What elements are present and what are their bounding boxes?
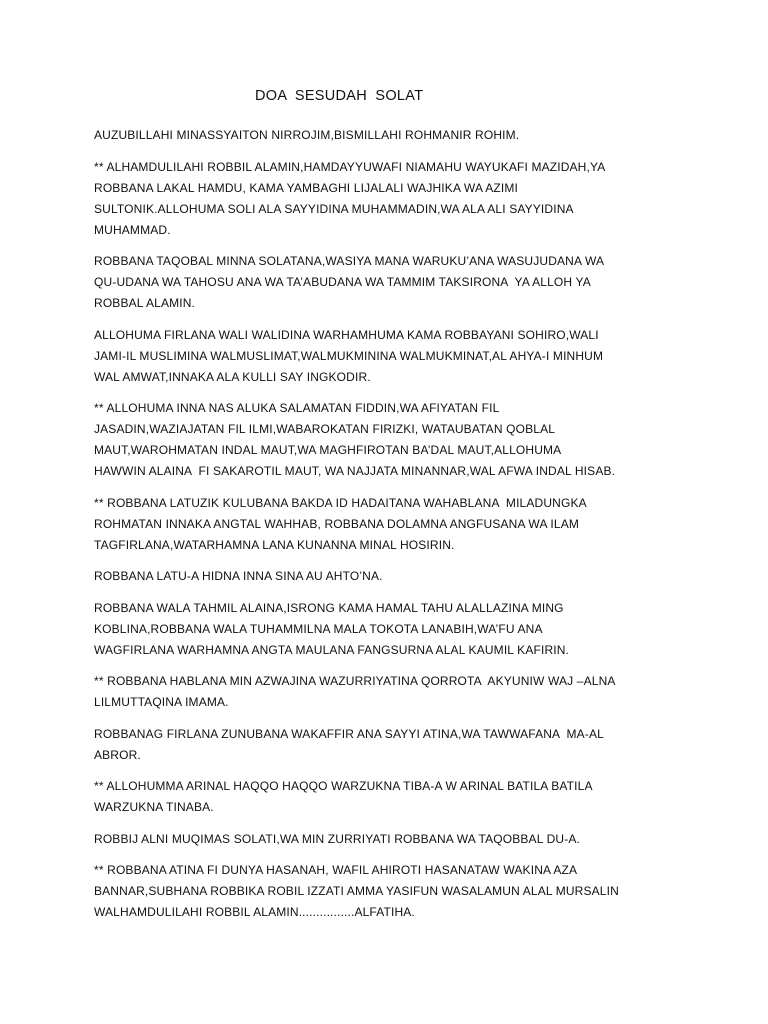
paragraph-hablana: ** ROBBANA HABLANA MIN AZWAJINA WAZURRIYATINA QORROTA AKYUNIW WAJ –ALNA LILMUTTAQINA IMAMA. xyxy=(94,674,616,709)
paragraph-wala-tahmil: ROBBANA WALA TAHMIL ALAINA,ISRONG KAMA HAMAL TAHU ALALLAZINA MING KOBLINA,ROBBANA WALA TUHAMMILNA MALA TOKOTA LANABIH,WA’FU ANA WAGFIRLANA WARHAMNA ANGTA MAULANA FANGSURNA ALAL KAUMIL KAFIRIN. xyxy=(94,600,570,657)
paragraph-allohuma-firlana: ALLOHUMA FIRLANA WALI WALIDINA WARHAMHUMA KAMA ROBBAYANI SOHIRO,WALI JAMI-IL MUSLIMINA WALMUSLIMAT,WALMUKMININA WALMUKMINAT,AL AHYA-I MINHUM WAL AMWAT,INNAKA ALA KULLI SAY INGKODIR. xyxy=(94,327,604,384)
paragraph-muqimas-solati: ROBBIJ ALNI MUQIMAS SOLATI,WA MIN ZURRIYATI ROBBANA WA TAQOBBAL DU-A. xyxy=(94,831,580,846)
paragraph-fi-dunya-hasanah: ** ROBBANA ATINA FI DUNYA HASANAH, WAFIL AHIROTI HASANATAW WAKINA AZA BANNAR,SUBHANA ROBBIKA ROBIL IZZATI AMMA YASIFUN WASALAMUN ALAL MURSALIN WALHAMDULILAHI ROBBIL ALAMIN................ALFATIHA. xyxy=(94,863,619,919)
paragraph-firlana-zunubana: ROBBANAG FIRLANA ZUNUBANA WAKAFFIR ANA SAYYI ATINA,WA TAWWAFANA MA-AL ABROR. xyxy=(94,726,604,762)
paragraph-latuzik-kulubana: ** ROBBANA LATUZIK KULUBANA BAKDA ID HADAITANA WAHABLANA MILADUNGKA ROHMATAN INNAKA ANGTAL WAHHAB, ROBBANA DOLAMNA ANGFUSANA WA ILAM TAGFIRLANA,WATARHAMNA LANA KUNANNA MINAL HOSIRIN. xyxy=(94,495,587,552)
document-title: DOA SESUDAH SOLAT xyxy=(255,88,424,104)
paragraph-latu-a-hidna: ROBBANA LATU-A HIDNA INNA SINA AU AHTO’NA. xyxy=(94,569,383,583)
paragraph-alhamdulillah: ** ALHAMDULILAHI ROBBIL ALAMIN,HAMDAYYUWAFI NIAMAHU WAYUKAFI MAZIDAH,YA ROBBANA LAKAL HAMDU, KAMA YAMBAGHI LIJALALI WAJHIKA WA AZIMI SULTONIK.ALLOHUMA SOLI ALA SAYYIDINA MUHAMMADIN,WA ALA ALI SAYYIDINA MUHAMMAD. xyxy=(94,159,606,237)
paragraph-ta-awwudz: AUZUBILLAHI MINASSYAITON NIRROJIM,BISMILLAHI ROHMANIR ROHIM. xyxy=(94,128,520,142)
document-body xyxy=(94,125,684,934)
paragraph-arinal-haqqo: ** ALLOHUMMA ARINAL HAQQO HAQQO WARZUKNA TIBA-A W ARINAL BATILA BATILA WARZUKNA TINABA. xyxy=(94,779,593,814)
paragraph-robbana-taqobal: ROBBANA TAQOBAL MINNA SOLATANA,WASIYA MANA WARUKU’ANA WASUJUDANA WA QU-UDANA WA TAHOSU ANA WA TA’ABUDANA WA TAMMIM TAKSIRONA YA ALLOH YA ROBBAL ALAMIN. xyxy=(94,254,605,310)
paragraph-salamatan-fiddin: ** ALLOHUMA INNA NAS ALUKA SALAMATAN FIDDIN,WA AFIYATAN FIL JASADIN,WAZIAJATAN FIL ILMI,WABAROKATAN FIRIZKI, WATAUBATAN QOBLAL MAUT,WAROHMATAN INDAL MAUT,WA MAGHFIROTAN BA’DAL MAUT,ALLOHUMA HAWWIN ALAINA FI SAKAROTIL MAUT, WA NAJJATA MINANNAR,WAL AFWA INDAL HISAB. xyxy=(94,401,616,478)
